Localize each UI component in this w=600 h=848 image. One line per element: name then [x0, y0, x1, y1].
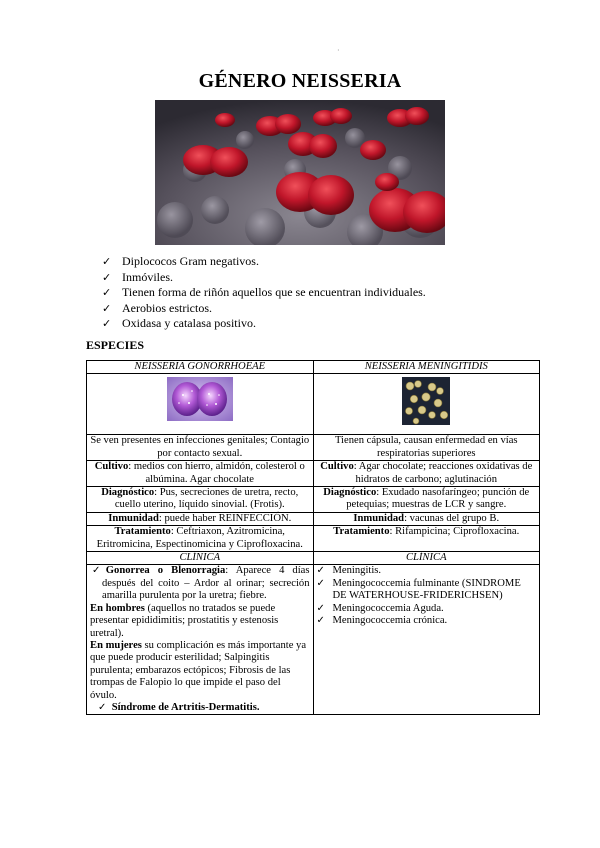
checkmark-icon: ✓ — [316, 577, 325, 589]
page-title: GÉNERO NEISSERIA — [198, 70, 402, 92]
table-row — [87, 361, 540, 374]
list-item: ✓ Oxidasa y catalasa positivo. — [102, 316, 256, 330]
list-item: ✓ Diplococos Gram negativos. — [102, 254, 259, 268]
table-row: Inmunidad: puede haber REINFECCIÓN. Inmunidad: vacunas del grupo B. — [87, 512, 540, 525]
checkmark-icon: ✓ — [102, 270, 112, 284]
table-row — [87, 565, 540, 715]
table-row: CLÍNICA CLÍNICA — [87, 552, 540, 565]
features-list — [100, 254, 426, 332]
species-table — [86, 360, 540, 715]
list-item: ✓ Tienen forma de riñón aquellos que se encuentran individuales. — [102, 285, 426, 299]
table-row — [87, 374, 540, 435]
table-row: Se ven presentes en infecciones genitales; Contagio por contacto sexual. Tienen cápsula, causan enfermedad en vías respiratorias superiores — [87, 435, 540, 461]
clinica-meningitidis — [313, 565, 540, 715]
list-item: ✓ Meningitis. — [316, 565, 382, 577]
checkmark-icon: ✓ — [98, 701, 107, 713]
clinica-gonorrhoeae: ✓Gonorrea o Blenorragia: Aparece 4 días después del coito – Ardor al orinar; secreción amarilla purulenta por la uretra; fiebre. En hombres (aquellos no tratados se puede presentar epididimitis; prostatitis y estenosis uretral). En mujeres su complicación es más importante ya que puede producir esterilidad; Salpingitis purulenta; embarazos ectópicos; Fibrosis de las trompas de Falopio lo que impide el paso del óvulo. ✓ Síndrome de Artritis-Dermatitis. — [87, 565, 314, 715]
diplococci-photo — [155, 100, 445, 245]
gonorrhoeae-image — [167, 377, 233, 421]
list-item: ✓ Aerobios estrictos. — [102, 300, 212, 315]
checkmark-icon: ✓ — [102, 301, 112, 315]
list-item: ✓ Meningococcemia fulminante (SINDROME DE WATERHOUSE-FRIDERICHSEN) — [316, 577, 521, 602]
list-item: ✓ Inmóviles. — [102, 269, 173, 284]
table-row: Diagnóstico: Pus, secreciones de uretra, recto, cuello uterino, líquido sinovial. (Frotis). Diagnóstico: Exudado nasofaríngeo; punción de petequias; muestras de LCR y sangre. — [87, 487, 540, 513]
table-row: Cultivo: medios con hierro, almidón, colesterol o albúmina. Agar chocolate Cultivo: Agar chocolate; reacciones oxidativas de hidratos de carbono; aglutinación — [87, 461, 540, 487]
list-item: ✓ Meningococcemia Aguda. — [316, 602, 444, 614]
checkmark-icon: ✓ — [102, 286, 112, 299]
meningitidis-image — [402, 377, 450, 425]
header-gonorrhoeae: NEISSERIA GONORRHOEAE — [87, 361, 314, 374]
section-title: ESPECIES — [86, 338, 145, 352]
table-row: Tratamiento: Ceftriaxon, Azitromicina, Eritromicina, Espectinomicina y Ciprofloxacina. Tratamiento: Rifampicina; Ciprofloxacina. — [87, 526, 540, 552]
checkmark-icon: ✓ — [316, 602, 325, 614]
checkmark-icon: ✓ — [92, 565, 106, 577]
page-mark: · — [337, 46, 340, 55]
checkmark-icon: ✓ — [102, 317, 112, 330]
checkmark-icon: ✓ — [102, 255, 112, 268]
checkmark-icon: ✓ — [316, 615, 325, 627]
header-meningitidis: NEISSERIA MENINGITIDIS — [313, 361, 540, 374]
list-item: ✓ Meningococcemia crónica. — [316, 615, 448, 627]
checkmark-icon: ✓ — [316, 565, 325, 577]
